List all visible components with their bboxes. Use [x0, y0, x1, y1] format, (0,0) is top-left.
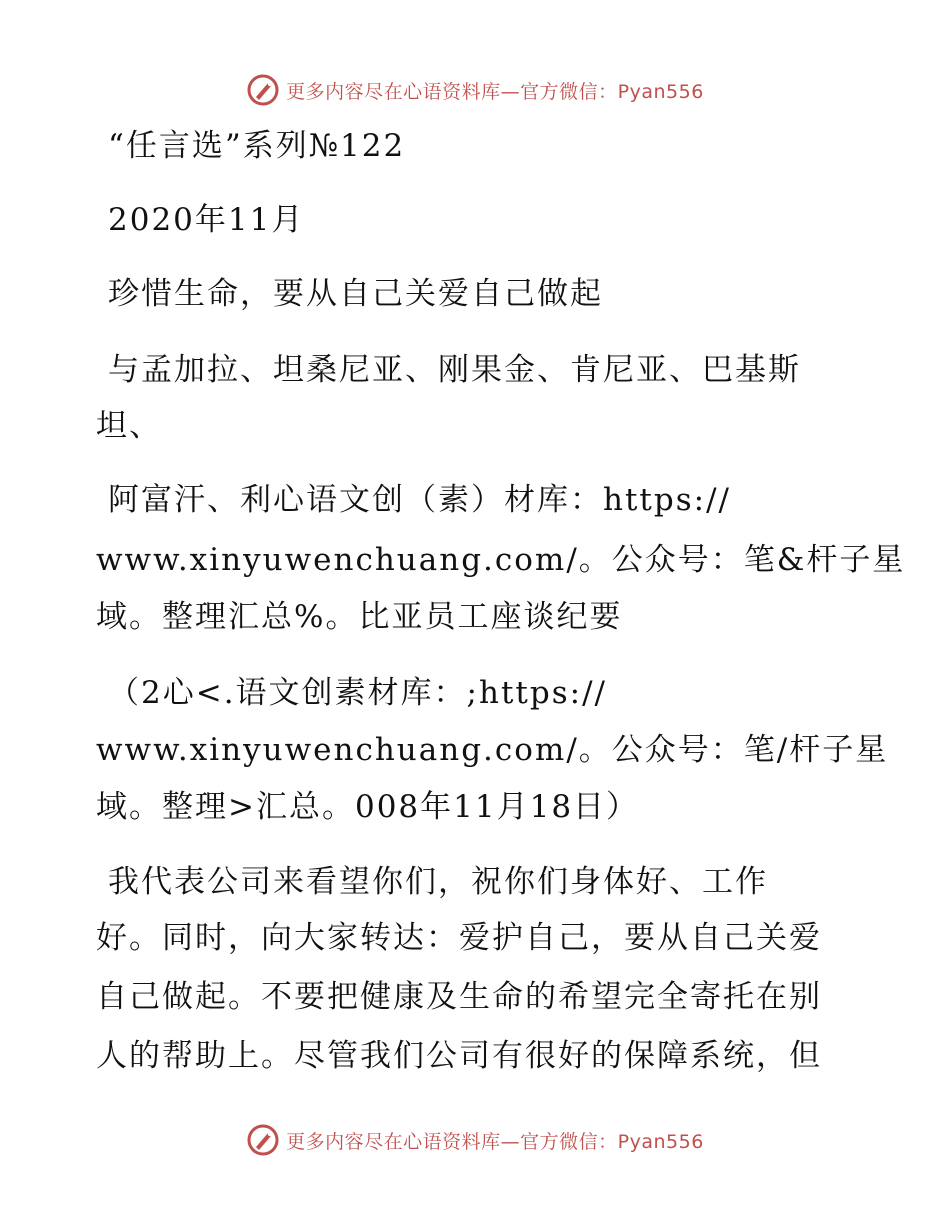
- text-line: 自己做起。不要把健康及生命的希望完全寄托在别: [96, 979, 822, 1015]
- banner-text: 更多内容尽在心语资料库: [286, 80, 501, 103]
- banner-wechat: 官方微信：Pyan556: [520, 80, 704, 103]
- text-line: 好。同时，向大家转达：爱护自己，要从自己关爱: [96, 920, 822, 956]
- text-line: www.xinyuwenchuang.com/。公众号：笔/杆子星: [96, 732, 889, 768]
- text-line: 域。整理>汇总。008年11月18日）: [96, 789, 640, 825]
- footer-banner: [0, 1120, 950, 1160]
- text-line: （2心<.语文创素材库：;https://: [108, 675, 607, 711]
- series-title: “任言选”系列№122: [108, 128, 406, 164]
- text-line: 坦、: [96, 408, 162, 444]
- banner-wechat: 官方微信：Pyan556: [520, 1130, 704, 1153]
- pen-logo-icon: [246, 73, 280, 107]
- header-banner: [0, 70, 950, 110]
- text-line: www.xinyuwenchuang.com/。公众号：笔&杆子星: [96, 542, 906, 578]
- article-title: 珍惜生命，要从自己关爱自己做起: [108, 276, 603, 312]
- pen-logo-icon: [246, 1123, 280, 1157]
- text-line: 与孟加拉、坦桑尼亚、刚果金、肯尼亚、巴基斯: [108, 352, 801, 388]
- text-line: 我代表公司来看望你们，祝你们身体好、工作: [108, 864, 768, 900]
- date-line: 2020年11月: [108, 202, 305, 238]
- banner-text: 更多内容尽在心语资料库: [286, 1130, 501, 1153]
- banner-dash: —: [500, 1130, 521, 1153]
- text-line: 阿富汗、利心语文创（素）材库：https://: [108, 482, 731, 518]
- text-line: 人的帮助上。尽管我们公司有很好的保障系统，但: [96, 1038, 822, 1074]
- text-line: 域。整理汇总%。比亚员工座谈纪要: [96, 599, 623, 635]
- banner-dash: —: [500, 80, 521, 103]
